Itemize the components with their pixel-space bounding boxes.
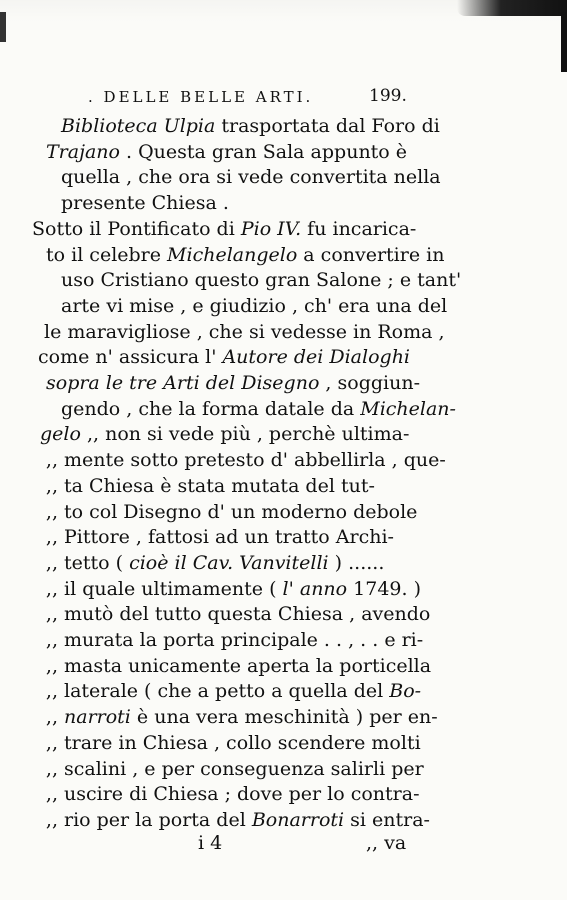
line-text: come n' assicura l' (38, 346, 223, 369)
scan-left-mark (0, 12, 6, 42)
line-text: masta unicamente aperta la porticella (64, 654, 432, 677)
line-text: . Questa gran Sala appunto è (119, 140, 408, 163)
line-text: a convertire in (297, 243, 445, 266)
italic-text: Bo- (389, 680, 422, 703)
line-text: Pittore , fattosi ad un tratto Archi- (64, 526, 394, 549)
quote-mark: ,, (45, 757, 58, 780)
page-number: 199. (369, 86, 407, 106)
quote-mark: ,, (45, 551, 58, 574)
text-line (30, 805, 430, 835)
running-head-title: . DELLE BELLE ARTI. (88, 88, 314, 106)
line-text: trasportata dal Foro di (215, 115, 440, 137)
italic-text: Michelan- (360, 397, 456, 420)
line-text: Sotto il Pontificato di (32, 217, 241, 240)
italic-text: Michelangelo (167, 243, 298, 266)
running-head (0, 86, 567, 110)
line-text: ,, non si vede più , perchè ultima- (80, 423, 410, 446)
line-text: il quale ultimamente ( (64, 577, 283, 600)
italic-text: l' anno (282, 577, 348, 600)
italic-text: Biblioteca Ulpia (61, 115, 216, 137)
italic-text: narroti (64, 706, 131, 729)
line-text: le maravigliose , che si vedesse in Roma , (44, 320, 445, 343)
italic-text: Trajano (46, 140, 120, 163)
scan-dark-corner (457, 0, 567, 16)
italic-text: Pio IV. (240, 217, 302, 240)
line-text: rio per la porta del (64, 808, 252, 831)
quote-mark: ,, (45, 603, 58, 626)
line-text: , soggiun- (319, 372, 420, 394)
quote-mark: ,, (45, 474, 58, 497)
line-text: si entra- (344, 808, 430, 831)
quote-mark: ,, (45, 629, 58, 651)
line-text: 1749. ) (347, 577, 422, 600)
scan-dark-edge (561, 12, 567, 72)
italic-text: sopra le tre Arti del Disegno (46, 372, 320, 394)
quote-mark: ,, (45, 808, 58, 831)
quote-mark: ,, (45, 731, 58, 754)
italic-text: Bonarroti (251, 808, 345, 831)
quote-mark: ,, (45, 500, 58, 523)
line-text: è una vera meschinità ) per en- (130, 706, 438, 729)
line-text: laterale ( che a petto a quella del (64, 680, 390, 703)
line-text: tetto ( (64, 551, 130, 574)
line-text: uso Cristiano questo gran Salone ; e tant' (61, 269, 462, 292)
quote-mark: ,, (45, 783, 58, 806)
italic-text: Autore dei Dialoghi (222, 346, 411, 369)
line-text: murata la porta principale . . , . . e ri- (64, 629, 424, 651)
line-text: mutò del tutto questa Chiesa , avendo (64, 603, 431, 626)
italic-text: cioè il Cav. Vanvitelli (129, 551, 329, 574)
line-text: gendo , che la forma datale da (61, 397, 361, 420)
quote-mark: ,, (45, 577, 58, 600)
catchword: ,, va (366, 832, 407, 854)
quote-mark: ,, (45, 526, 58, 549)
line-text: scalini , e per conseguenza salirli per (64, 757, 424, 780)
line-text: uscire di Chiesa ; dove per lo contra- (64, 783, 420, 806)
signature-mark: i 4 (198, 832, 223, 854)
line-text: to il celebre (46, 243, 168, 266)
line-text: trare in Chiesa , collo scendere molti (64, 731, 421, 754)
line-text: presente Chiesa . (61, 192, 229, 215)
quote-mark: ,, (45, 680, 58, 703)
quote-mark: ,, (45, 706, 58, 729)
quote-mark: ,, (45, 654, 58, 677)
line-text: quella , che ora si vede convertita nella (61, 166, 441, 189)
line-text: arte vi mise , e giudizio , ch' era una del (61, 294, 448, 317)
line-text: fu incarica- (301, 217, 417, 240)
line-text: ta Chiesa è stata mutata del tut- (64, 474, 375, 497)
quote-mark: ,, (45, 449, 58, 472)
line-text: ) ...... (328, 551, 385, 574)
line-text: to col Disegno d' un moderno debole (64, 500, 418, 523)
line-text: mente sotto pretesto d' abbellirla , que- (64, 449, 446, 472)
italic-text: gelo (40, 423, 81, 446)
